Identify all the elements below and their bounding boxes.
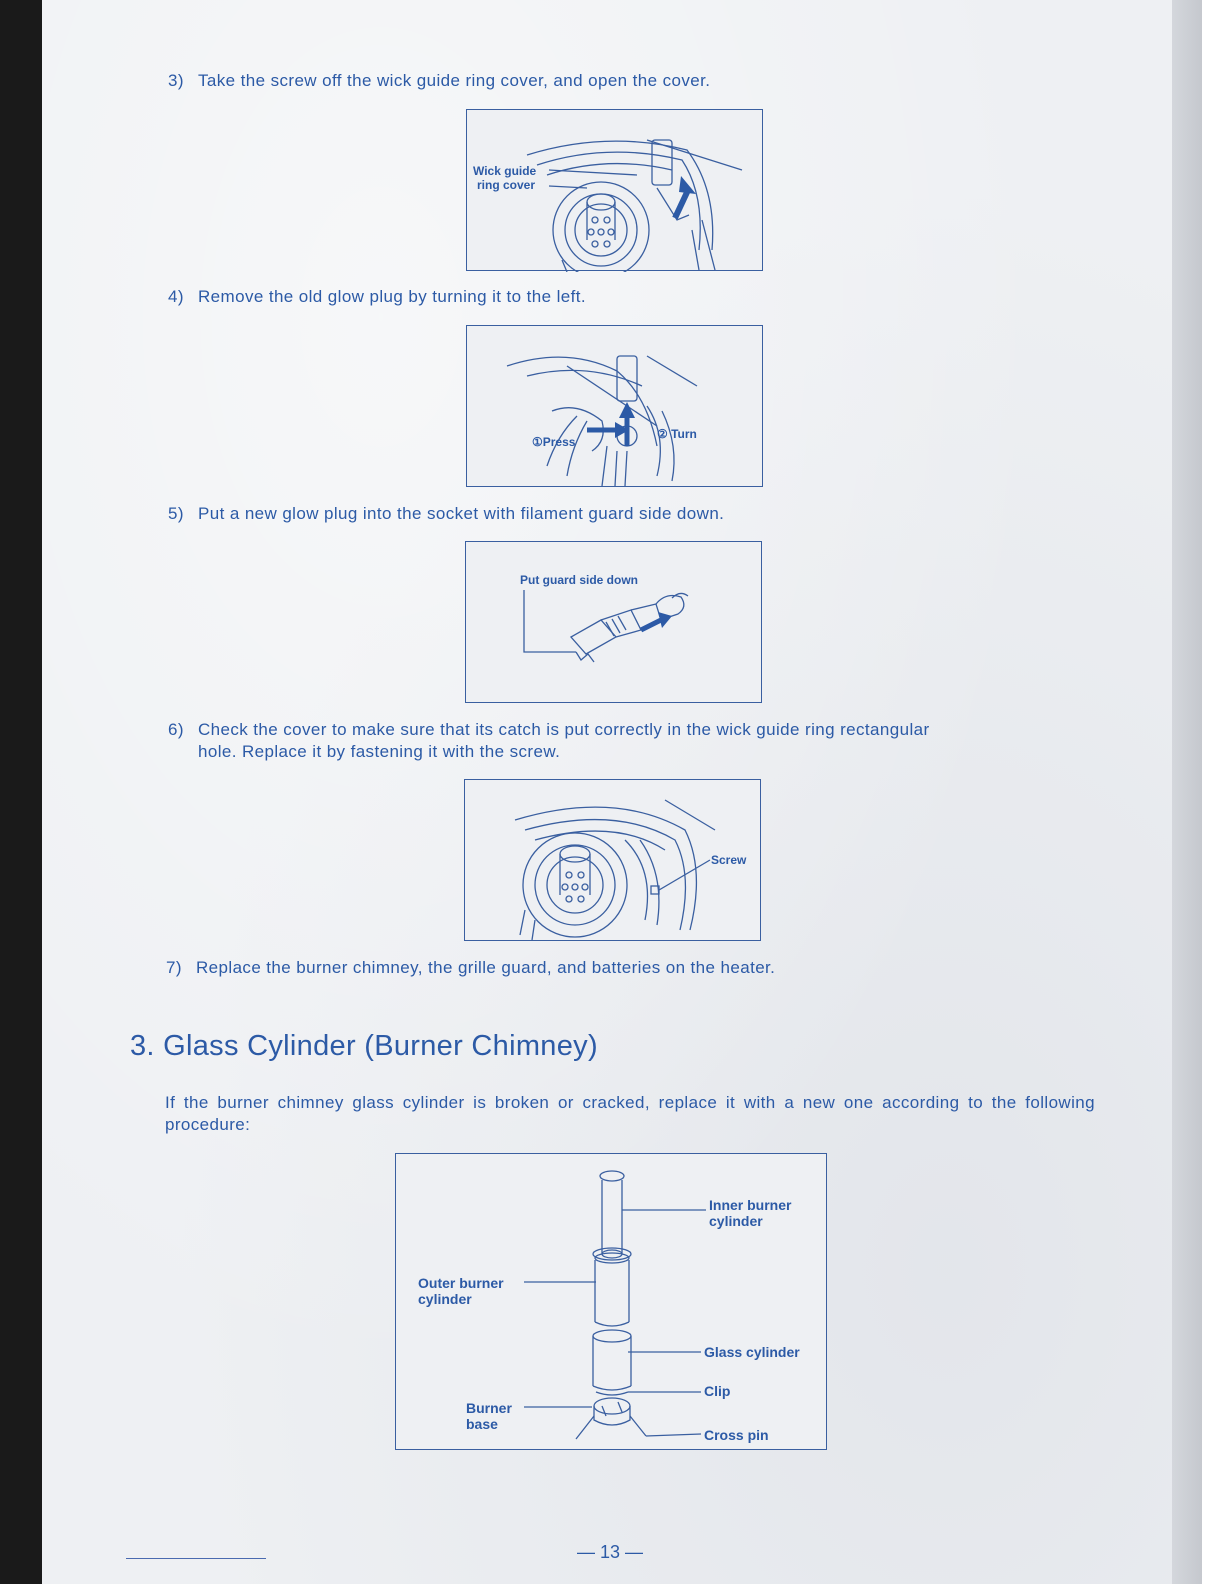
new-glow-plug-illustration bbox=[466, 542, 763, 704]
figure-remove-glow-plug bbox=[466, 325, 763, 487]
page-number: — 13 — bbox=[576, 1542, 644, 1562]
glass-cylinder-label: Glass cylinder bbox=[704, 1344, 800, 1360]
inner-burner-label-line2: cylinder bbox=[709, 1213, 763, 1229]
figure-cover-screw bbox=[464, 779, 761, 941]
step-text: Check the cover to make sure that its catch is put correctly in the wick guide ring rectangular bbox=[198, 720, 930, 739]
step-4 bbox=[168, 286, 586, 308]
step-text: Remove the old glow plug by turning it to the left. bbox=[198, 287, 586, 306]
burner-exploded-illustration bbox=[396, 1154, 828, 1451]
wick-guide-label-line2: ring cover bbox=[477, 178, 536, 192]
figure-new-glow-plug bbox=[465, 541, 762, 703]
footer-rule bbox=[126, 1558, 266, 1559]
step-number: 7) bbox=[166, 958, 182, 977]
press-label: ①Press bbox=[532, 435, 576, 449]
step-text-continued: hole. Replace it by fastening it with the screw. bbox=[198, 742, 561, 761]
step-text: Put a new glow plug into the socket with filament guard side down. bbox=[198, 504, 725, 523]
guard-side-label: Put guard side down bbox=[520, 573, 639, 587]
step-number: 4) bbox=[168, 287, 184, 306]
turn-label: ② Turn bbox=[657, 427, 697, 441]
wick-guide-label-line1: Wick guide bbox=[473, 164, 537, 178]
burner-base-label-line2: base bbox=[466, 1416, 498, 1432]
outer-burner-label-line2: cylinder bbox=[418, 1291, 472, 1307]
step-text: Take the screw off the wick guide ring cover, and open the cover. bbox=[198, 71, 711, 90]
section-heading: 3. Glass Cylinder (Burner Chimney) bbox=[130, 1030, 598, 1062]
step-number: 3) bbox=[168, 71, 184, 90]
outer-burner-label-line1: Outer burner bbox=[418, 1275, 504, 1291]
step-3 bbox=[168, 70, 710, 92]
section-paragraph: If the burner chimney glass cylinder is broken or cracked, replace it with a new one according to the following procedure: bbox=[165, 1093, 1095, 1134]
clip-label: Clip bbox=[704, 1383, 731, 1399]
step-number: 6) bbox=[168, 720, 184, 739]
step-number: 5) bbox=[168, 504, 184, 523]
step-5 bbox=[168, 503, 724, 525]
screw-label: Screw bbox=[711, 853, 747, 867]
step-7 bbox=[166, 957, 775, 979]
scan-margin bbox=[1202, 0, 1224, 1584]
cover-screw-illustration bbox=[465, 780, 762, 942]
figure-burner-exploded-view bbox=[395, 1153, 827, 1450]
wick-guide-cover-illustration bbox=[467, 110, 764, 272]
cross-pin-label: Cross pin bbox=[704, 1427, 769, 1443]
burner-base-label-line1: Burner bbox=[466, 1400, 512, 1416]
step-text: Replace the burner chimney, the grille guard, and batteries on the heater. bbox=[196, 958, 776, 977]
step-6 bbox=[168, 719, 1098, 763]
figure-wick-guide-cover bbox=[466, 109, 763, 271]
inner-burner-label-line1: Inner burner bbox=[709, 1197, 792, 1213]
remove-glow-plug-illustration bbox=[467, 326, 764, 488]
page-edge-shadow bbox=[1172, 0, 1202, 1584]
